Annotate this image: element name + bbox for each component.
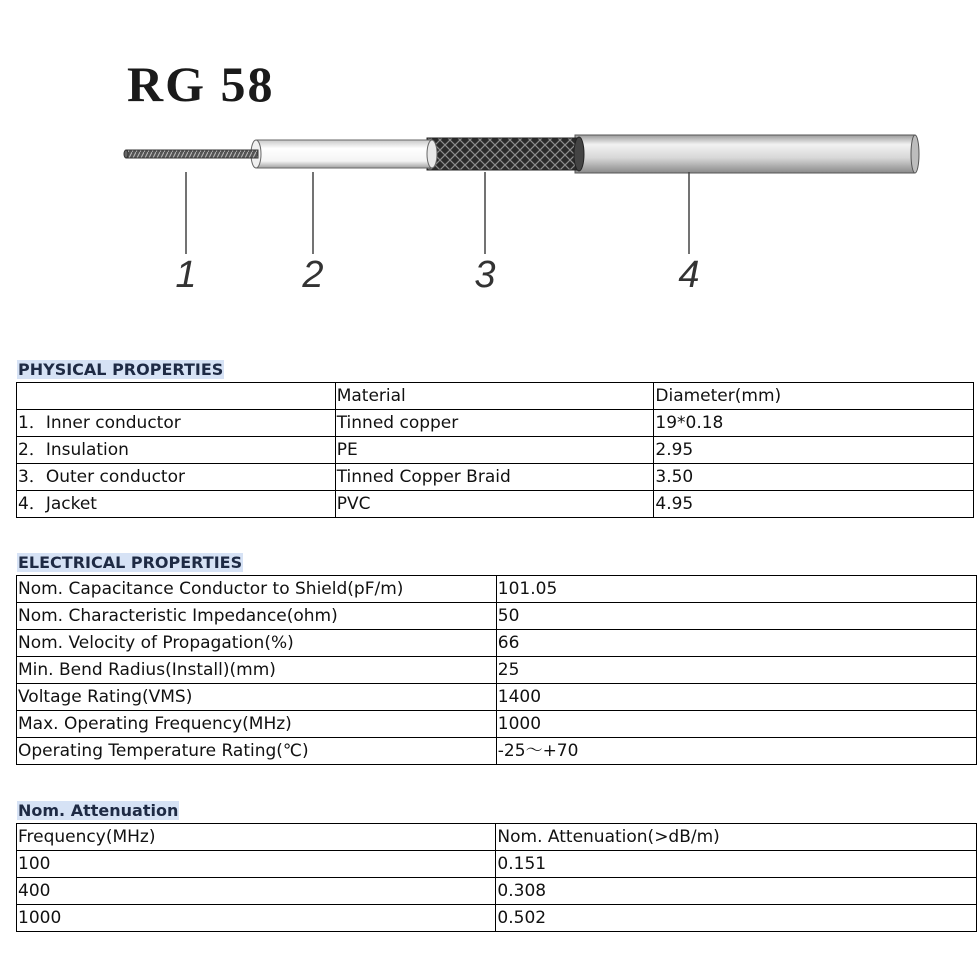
table-cell: 50 xyxy=(496,603,976,630)
table-row xyxy=(17,437,974,464)
table-cell: 2．Insulation xyxy=(17,437,336,464)
table-cell: Nom. Capacitance Conductor to Shield(pF/m) xyxy=(17,576,497,603)
table-cell: -25～+70 xyxy=(496,738,976,765)
table-cell: 19*0.18 xyxy=(654,410,974,437)
jacket-layer xyxy=(575,135,919,173)
table-cell: 1400 xyxy=(496,684,976,711)
table-row xyxy=(17,851,977,878)
part-label-2: 2 xyxy=(302,254,324,296)
table-cell: 1000 xyxy=(17,905,496,932)
braid-layer xyxy=(427,137,584,171)
table-cell: Max. Operating Frequency(MHz) xyxy=(17,711,497,738)
table-cell: Material xyxy=(335,383,654,410)
table-cell: Nom. Characteristic Impedance(ohm) xyxy=(17,603,497,630)
leader-lines xyxy=(186,172,689,254)
electrical-properties-header: ELECTRICAL PROPERTIES xyxy=(18,553,243,572)
electrical-properties-table xyxy=(16,575,977,765)
table-cell: 0.308 xyxy=(496,878,977,905)
physical-properties-header: PHYSICAL PROPERTIES xyxy=(18,360,224,379)
table-row xyxy=(17,711,977,738)
cable-diagram xyxy=(0,0,980,330)
table-row xyxy=(17,905,977,932)
table-cell: 0.151 xyxy=(496,851,977,878)
attenuation-table xyxy=(16,823,977,932)
part-label-1: 1 xyxy=(175,254,197,296)
table-cell: 101.05 xyxy=(496,576,976,603)
attenuation-header: Nom. Attenuation xyxy=(18,801,179,820)
table-cell: Min. Bend Radius(Install)(mm) xyxy=(17,657,497,684)
table-cell: PE xyxy=(335,437,654,464)
table-cell xyxy=(17,383,336,410)
table-cell: Diameter(mm) xyxy=(654,383,974,410)
table-cell: 1000 xyxy=(496,711,976,738)
physical-properties-table xyxy=(16,382,974,518)
table-row xyxy=(17,630,977,657)
table-row xyxy=(17,603,977,630)
table-row xyxy=(17,410,974,437)
table-header-row xyxy=(17,824,977,851)
table-cell: 4．Jacket xyxy=(17,491,336,518)
conductor-layer xyxy=(124,150,258,158)
table-row xyxy=(17,491,974,518)
table-cell: Nom. Attenuation(>dB/m) xyxy=(496,824,977,851)
table-cell: 3.50 xyxy=(654,464,974,491)
table-cell: Tinned Copper Braid xyxy=(335,464,654,491)
table-cell: Frequency(MHz) xyxy=(17,824,496,851)
insulation-layer xyxy=(251,140,437,168)
table-cell: 25 xyxy=(496,657,976,684)
table-cell: 3．Outer conductor xyxy=(17,464,336,491)
table-cell: 100 xyxy=(17,851,496,878)
table-row xyxy=(17,738,977,765)
cable-title: RG 58 xyxy=(127,56,275,112)
table-cell: 1．Inner conductor xyxy=(17,410,336,437)
part-label-3: 3 xyxy=(474,254,496,296)
table-cell: 0.502 xyxy=(496,905,977,932)
table-row xyxy=(17,576,977,603)
table-cell: 400 xyxy=(17,878,496,905)
table-cell: Operating Temperature Rating(℃) xyxy=(17,738,497,765)
table-cell: 2.95 xyxy=(654,437,974,464)
table-cell: Tinned copper xyxy=(335,410,654,437)
table-header-row xyxy=(17,383,974,410)
table-row xyxy=(17,657,977,684)
table-row xyxy=(17,464,974,491)
table-cell: 4.95 xyxy=(654,491,974,518)
table-cell: PVC xyxy=(335,491,654,518)
table-cell: 66 xyxy=(496,630,976,657)
table-cell: Nom. Velocity of Propagation(%) xyxy=(17,630,497,657)
table-row xyxy=(17,684,977,711)
table-row xyxy=(17,878,977,905)
part-label-4: 4 xyxy=(678,254,700,296)
table-cell: Voltage Rating(VMS) xyxy=(17,684,497,711)
